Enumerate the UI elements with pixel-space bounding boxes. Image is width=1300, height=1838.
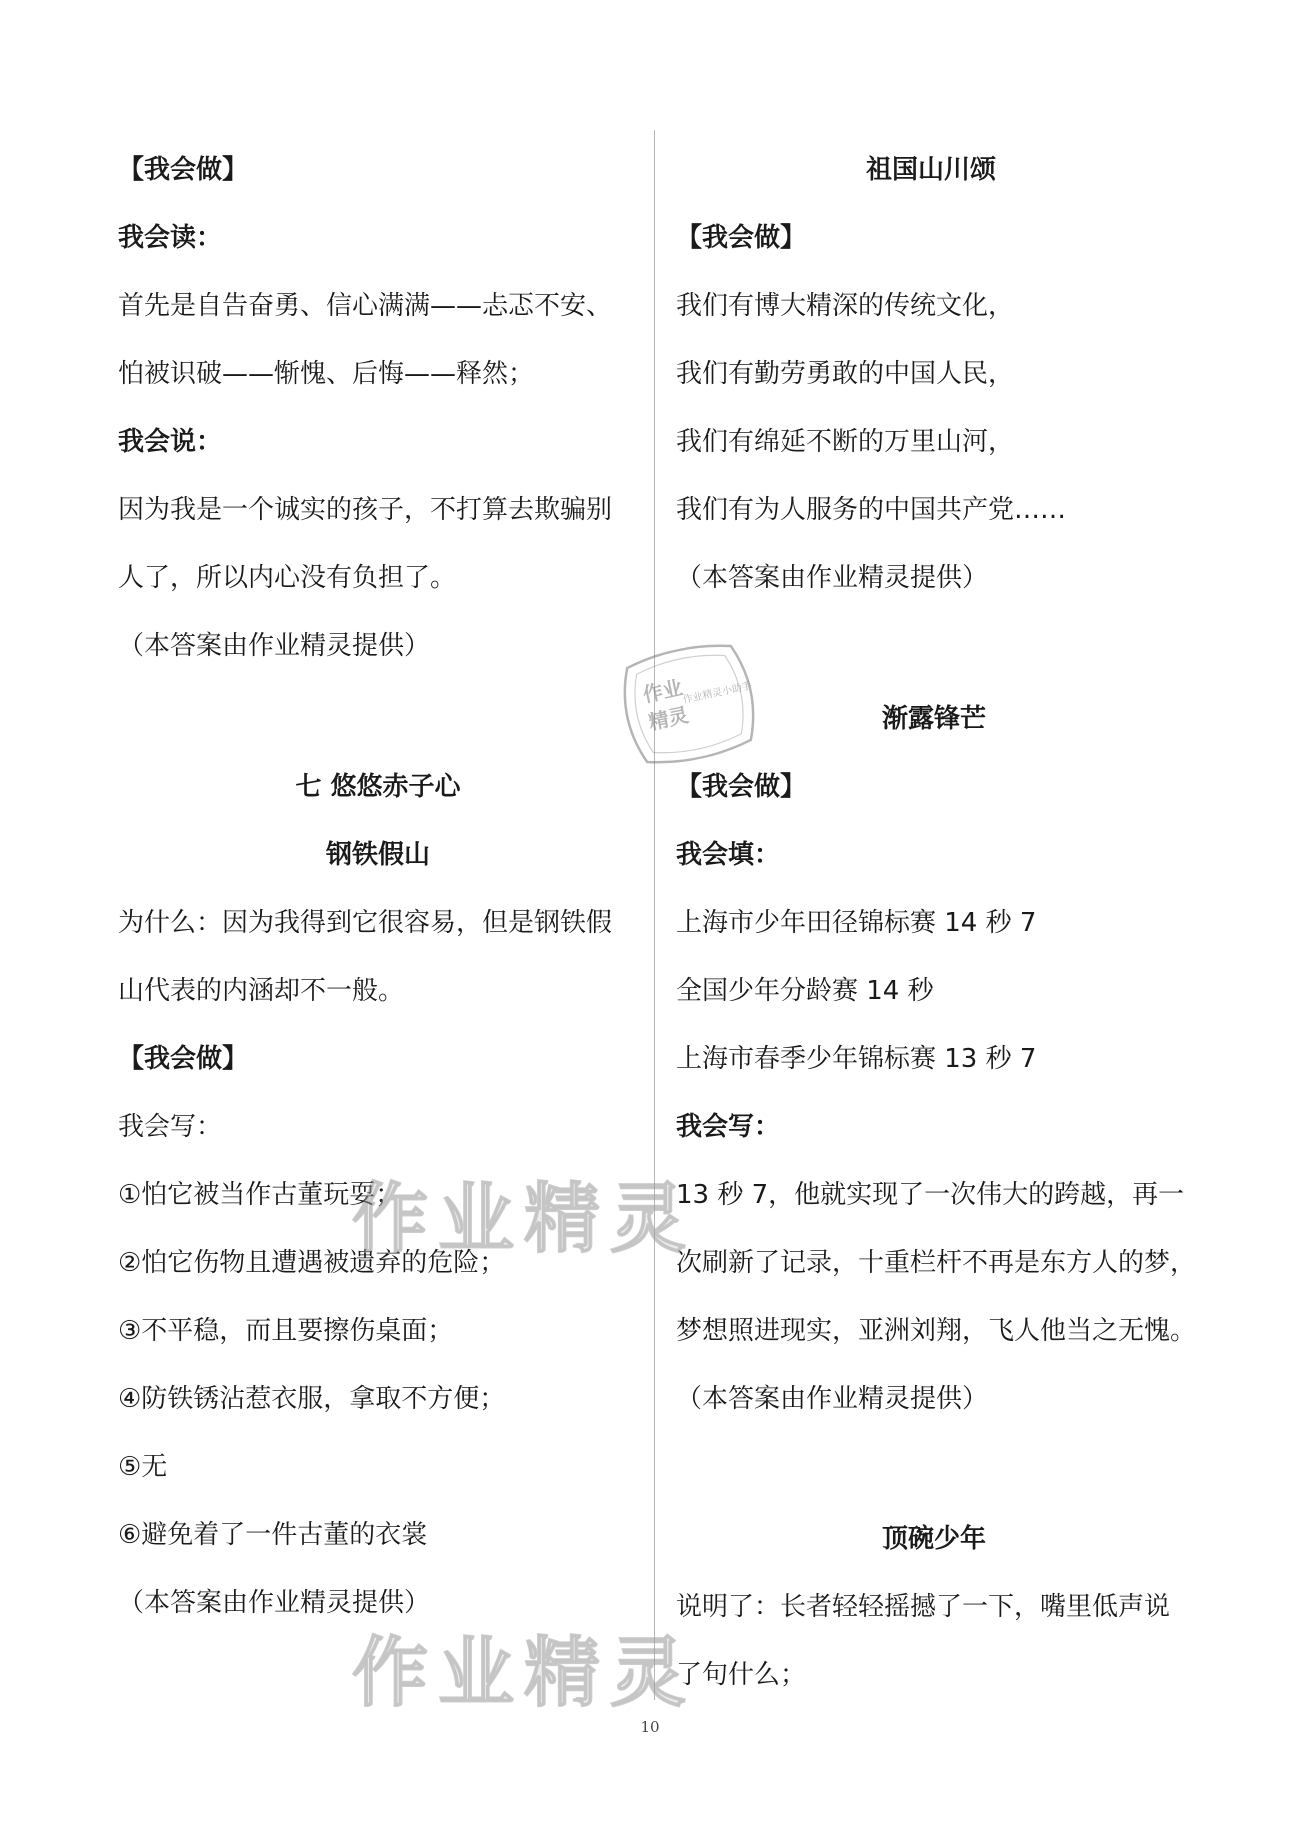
list-item: ③不平稳，而且要擦伤桌面； bbox=[118, 1316, 454, 1346]
unit-title: 七 悠悠赤子心 bbox=[295, 772, 461, 802]
read-label: 我会读： bbox=[118, 223, 223, 253]
read-answer-line: 首先是自告奋勇、信心满满——忐忑不安、 bbox=[118, 291, 613, 321]
say-answer-line: 因为我是一个诚实的孩子，不打算去欺骗别 bbox=[118, 495, 613, 525]
section-heading: 【我会做】 bbox=[118, 155, 249, 185]
lesson-title: 渐露锋芒 bbox=[882, 704, 987, 734]
explain-answer-line: 说明了：长者轻轻摇撼了一下，嘴里低声说 bbox=[676, 1592, 1171, 1622]
column-divider bbox=[654, 130, 655, 1700]
fill-answer: 上海市少年田径锦标赛 14 秒 7 bbox=[676, 908, 1037, 938]
fill-answer: 上海市春季少年锦标赛 13 秒 7 bbox=[676, 1044, 1037, 1074]
answer-credit: （本答案由作业精灵提供） bbox=[676, 1384, 989, 1414]
answer-line: 我们有绵延不断的万里山河， bbox=[676, 427, 1015, 457]
fill-answer: 全国少年分龄赛 14 秒 bbox=[676, 976, 934, 1006]
why-answer-line: 山代表的内涵却不一般。 bbox=[118, 976, 405, 1006]
page-number: 10 bbox=[640, 1718, 660, 1736]
say-answer-line: 人了，所以内心没有负担了。 bbox=[118, 563, 457, 593]
watermark-seal bbox=[604, 634, 774, 775]
seal-text: 作业 bbox=[640, 675, 685, 708]
answer-line: 我们有勤劳勇敢的中国人民， bbox=[676, 359, 1015, 389]
write-answer-line: 13 秒 7，他就实现了一次伟大的跨越，再一 bbox=[676, 1180, 1185, 1210]
explain-answer-line: 了句什么； bbox=[676, 1660, 807, 1690]
say-label: 我会说： bbox=[118, 427, 223, 457]
lesson-title: 祖国山川颂 bbox=[866, 155, 997, 185]
section-heading: 【我会做】 bbox=[676, 223, 807, 253]
write-answer-line: 梦想照进现实，亚洲刘翔，飞人他当之无愧。 bbox=[676, 1316, 1197, 1346]
answer-line: 我们有博大精深的传统文化， bbox=[676, 291, 1015, 321]
write-label: 我会写： bbox=[118, 1112, 223, 1142]
lesson-title: 钢铁假山 bbox=[325, 840, 430, 870]
answer-line: 我们有为人服务的中国共产党…… bbox=[676, 495, 1067, 525]
watermark-text: 作业精灵 bbox=[352, 1174, 696, 1263]
list-item: ④防铁锈沾惹衣服，拿取不方便； bbox=[118, 1384, 506, 1414]
seal-text: 作业精灵小助手 bbox=[682, 680, 753, 707]
list-item: ⑥避免着了一件古董的衣裳 bbox=[118, 1520, 428, 1550]
watermark-text: 作业精灵 bbox=[352, 1628, 696, 1717]
lesson-title: 顶碗少年 bbox=[882, 1524, 987, 1554]
list-item: ①怕它被当作古董玩耍； bbox=[118, 1180, 402, 1210]
seal-text: 精灵 bbox=[646, 702, 691, 735]
write-label: 我会写： bbox=[676, 1112, 781, 1142]
write-answer-line: 次刷新了记录，十重栏杆不再是东方人的梦， bbox=[676, 1248, 1197, 1278]
answer-credit: （本答案由作业精灵提供） bbox=[118, 631, 431, 661]
why-answer-line: 为什么：因为我得到它很容易，但是钢铁假 bbox=[118, 908, 613, 938]
list-item: ②怕它伤物且遭遇被遗弃的危险； bbox=[118, 1248, 506, 1278]
list-item: ⑤无 bbox=[118, 1452, 168, 1482]
fill-label: 我会填： bbox=[676, 840, 781, 870]
section-heading: 【我会做】 bbox=[118, 1044, 249, 1074]
section-heading: 【我会做】 bbox=[676, 772, 807, 802]
answer-credit: （本答案由作业精灵提供） bbox=[676, 563, 989, 593]
read-answer-line: 怕被识破——惭愧、后悔——释然； bbox=[118, 359, 535, 389]
answer-credit: （本答案由作业精灵提供） bbox=[118, 1588, 431, 1618]
